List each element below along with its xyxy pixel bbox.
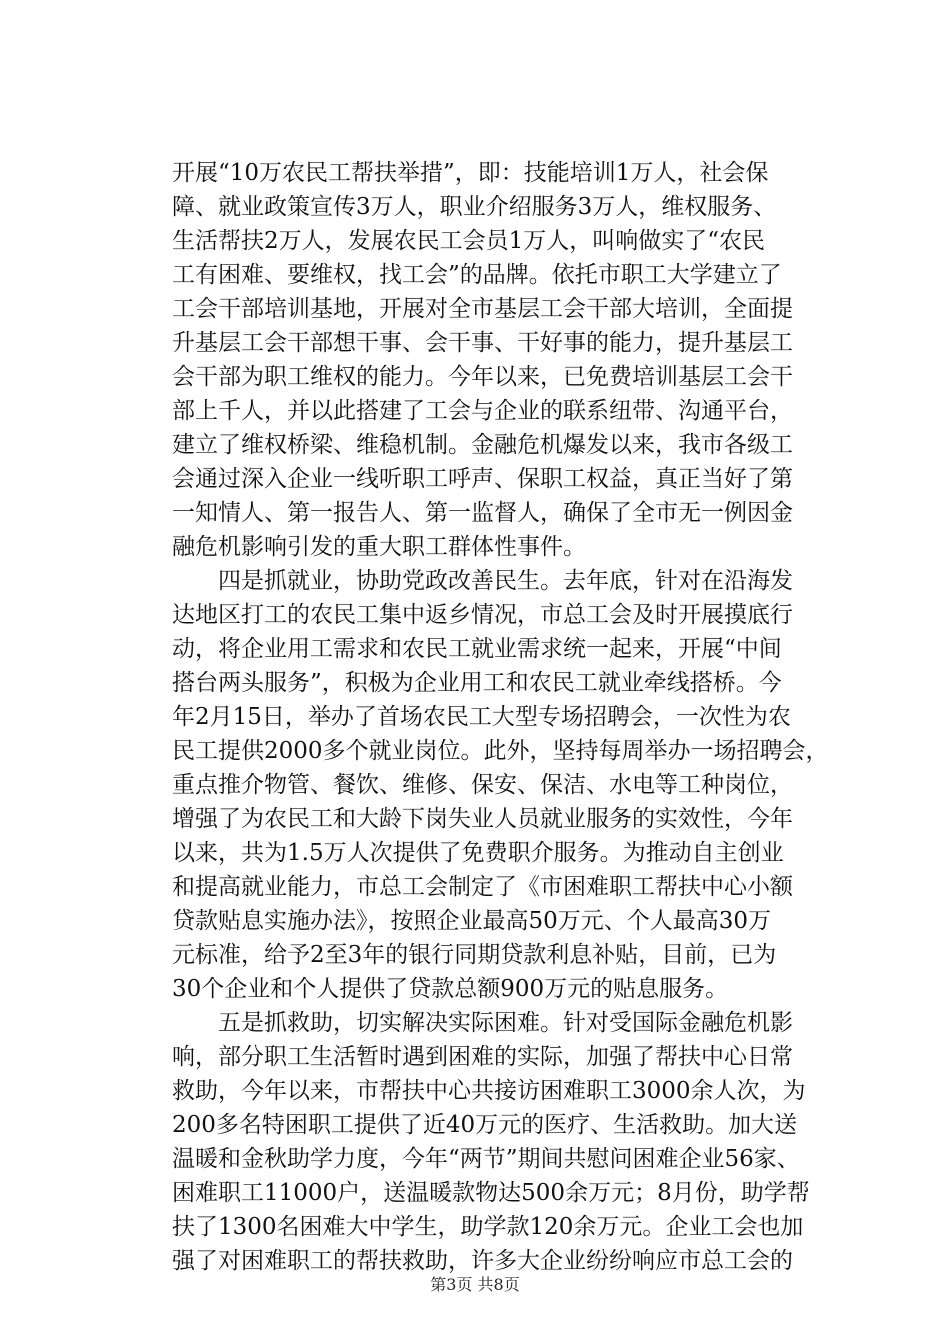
text-line: 30个企业和个人提供了贷款总额900万元的贴息服务。 bbox=[172, 976, 729, 1002]
text-line: 困难职工11000户，送温暖款物达500余万元；8月份，助学帮 bbox=[172, 1180, 810, 1206]
text-line: 民工提供2000多个就业岗位。此外，坚持每周举办一场招聘会， bbox=[172, 738, 829, 764]
text-line: 工有困难、要维权，找工会”的品牌。依托市职工大学建立了 bbox=[172, 262, 782, 288]
text-line: 扶了1300名困难大中学生，助学款120余万元。企业工会也加 bbox=[172, 1214, 804, 1240]
text-line: 增强了为农民工和大龄下岗失业人员就业服务的实效性，今年 bbox=[172, 806, 793, 832]
text-line: 动，将企业用工需求和农民工就业需求统一起来，开展“中间 bbox=[172, 636, 782, 662]
text-line: 搭台两头服务”，积极为企业用工和农民工就业牵线搭桥。今 bbox=[172, 670, 782, 696]
text-line: 会通过深入企业一线听职工呼声、保职工权益，真正当好了第 bbox=[172, 466, 793, 492]
paragraph-start-line: 五是抓救助，切实解决实际困难。针对受国际金融危机影 bbox=[218, 1010, 793, 1036]
paragraph-start-line: 四是抓就业，协助党政改善民生。去年底，针对在沿海发 bbox=[218, 568, 793, 594]
text-line: 强了对困难职工的帮扶救助，许多大企业纷纷响应市总工会的 bbox=[172, 1248, 793, 1274]
text-line: 建立了维权桥梁、维稳机制。金融危机爆发以来，我市各级工 bbox=[172, 432, 793, 458]
text-line: 升基层工会干部想干事、会干事、干好事的能力，提升基层工 bbox=[172, 330, 793, 356]
text-line: 一知情人、第一报告人、第一监督人，确保了全市无一例因金 bbox=[172, 500, 793, 526]
text-line: 元标准，给予2至3年的银行同期贷款利息补贴，目前，已为 bbox=[172, 942, 777, 968]
text-line: 达地区打工的农民工集中返乡情况，市总工会及时开展摸底行 bbox=[172, 602, 793, 628]
text-line: 障、就业政策宣传3万人，职业介绍服务3万人，维权服务、 bbox=[172, 194, 777, 220]
text-line: 以来，共为1.5万人次提供了免费职介服务。为推动自主创业 bbox=[172, 840, 784, 866]
text-line: 救助，今年以来，市帮扶中心共接访困难职工3000余人次，为 bbox=[172, 1078, 806, 1104]
text-line: 生活帮扶2万人，发展农民工会员1万人，叫响做实了“农民 bbox=[172, 228, 766, 254]
text-line: 年2月15日，举办了首场农民工大型专场招聘会，一次性为农 bbox=[172, 704, 791, 730]
text-line: 温暖和金秋助学力度，今年“两节”期间共慰问困难企业56家、 bbox=[172, 1146, 800, 1172]
page-footer: 第3页 共8页 bbox=[430, 1275, 520, 1294]
text-line: 会干部为职工维权的能力。今年以来，已免费培训基层工会干 bbox=[172, 364, 793, 390]
text-line: 工会干部培训基地，开展对全市基层工会干部大培训，全面提 bbox=[172, 296, 793, 322]
text-line: 和提高就业能力，市总工会制定了《市困难职工帮扶中心小额 bbox=[172, 874, 793, 900]
body-text bbox=[172, 156, 832, 1278]
text-line: 贷款贴息实施办法》，按照企业最高50万元、个人最高30万 bbox=[172, 908, 772, 934]
text-line: 200多名特困职工提供了近40万元的医疗、生活救助。加大送 bbox=[172, 1112, 798, 1138]
text-line: 重点推介物管、餐饮、维修、保安、保洁、水电等工种岗位， bbox=[172, 772, 793, 798]
text-line: 开展“10万农民工帮扶举措”，即：技能培训1万人，社会保 bbox=[172, 160, 769, 186]
text-line: 部上千人，并以此搭建了工会与企业的联系纽带、沟通平台， bbox=[172, 398, 793, 424]
text-line: 融危机影响引发的重大职工群体性事件。 bbox=[172, 534, 586, 560]
text-line: 响，部分职工生活暂时遇到困难的实际，加强了帮扶中心日常 bbox=[172, 1044, 793, 1070]
